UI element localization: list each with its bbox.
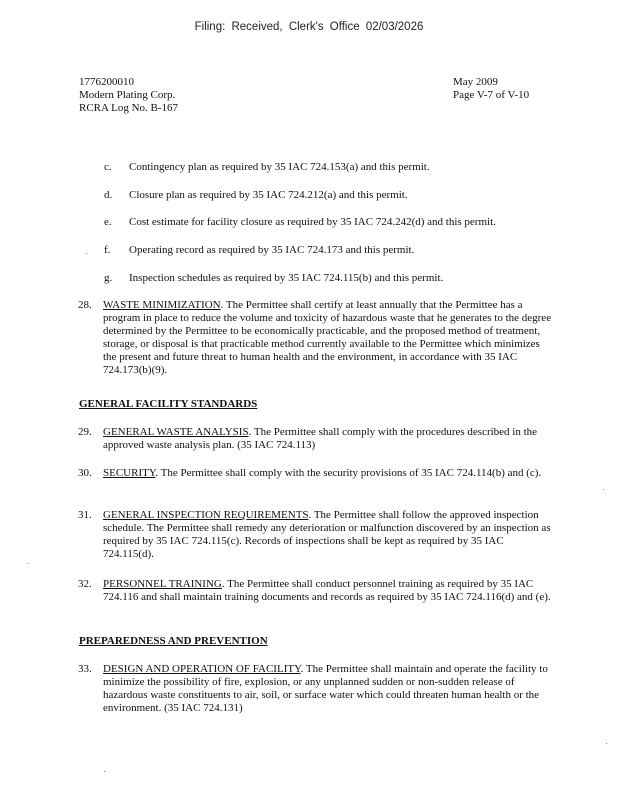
list-item-text: Operating record as required by 35 IAC 724.173 and this permit. [129, 244, 415, 256]
list-item [104, 244, 414, 257]
condition-number: 29. [78, 426, 92, 438]
condition-number: 31. [78, 509, 92, 521]
condition-text: . The Permittee shall conduct personnel training as required by 35 IAC 724.116 and shall maintain training documents and records as required by 35 IAC 724.116(d) and (e). [103, 578, 551, 603]
company-name: Modern Plating Corp. [79, 89, 176, 101]
condition-number: 32. [78, 578, 92, 590]
list-item-text: Closure plan as required by 35 IAC 724.212(a) and this permit. [129, 189, 408, 201]
condition-32 [78, 578, 555, 604]
scan-speck [603, 489, 604, 490]
filing-stamp: Filing: Received, Clerk's Office 02/03/2026 [194, 21, 424, 33]
condition-number: 28. [78, 299, 92, 311]
condition-number: 33. [78, 663, 92, 675]
condition-title: DESIGN AND OPERATION OF FACILITY [103, 663, 301, 675]
permit-number: 1776200010 [79, 76, 134, 88]
condition-title: GENERAL INSPECTION REQUIREMENTS [103, 509, 309, 521]
list-item-letter: e. [104, 216, 112, 228]
list-item [104, 272, 443, 285]
condition-29 [78, 426, 555, 452]
section-heading-preparedness-and-prevention: PREPAREDNESS AND PREVENTION [79, 635, 268, 647]
condition-title: PERSONNEL TRAINING [103, 578, 222, 590]
condition-title: GENERAL WASTE ANALYSIS [103, 426, 249, 438]
condition-number: 30. [78, 467, 92, 479]
condition-title: WASTE MINIMIZATION [103, 299, 221, 311]
list-item [104, 189, 408, 202]
condition-text: . The Permittee shall comply with the procedures described in the approved waste analysis plan. (35 IAC 724.113) [103, 426, 538, 451]
condition-title: SECURITY [103, 467, 156, 479]
list-item-text: Cost estimate for facility closure as required by 35 IAC 724.242(d) and this permit. [129, 216, 496, 228]
list-item [104, 161, 430, 174]
condition-30 [78, 467, 555, 480]
log-number: RCRA Log No. B-167 [79, 102, 179, 114]
page-number: Page V-7 of V-10 [453, 89, 530, 101]
document-date: May 2009 [453, 76, 498, 88]
list-item-letter: f. [104, 244, 111, 256]
list-item-text: Contingency plan as required by 35 IAC 724.153(a) and this permit. [129, 161, 430, 173]
condition-text: . The Permittee shall follow the approved inspection schedule. The Permittee shall remedy any deterioration or malfunction discovered by an inspection as required by 35 IAC 724.115(c). Records of inspections shall be kept as required by 35 IAC 724.115(d). [103, 509, 551, 560]
condition-text: . The Permittee shall comply with the security provisions of 35 IAC 724.114(b) and (c). [155, 467, 542, 479]
condition-31 [78, 509, 555, 561]
section-heading-general-facility-standards: GENERAL FACILITY STANDARDS [79, 398, 258, 410]
scan-speck [104, 771, 105, 772]
list-item-letter: c. [104, 161, 112, 173]
list-item [104, 216, 496, 229]
scan-speck [28, 563, 29, 564]
document-header-left [79, 76, 178, 115]
condition-28 [78, 299, 555, 377]
list-item-letter: g. [104, 272, 113, 284]
condition-33 [78, 663, 555, 715]
scan-speck [86, 253, 87, 254]
condition-text: . The Permittee shall certify at least annually that the Permittee has a program in place to reduce the volume and toxicity of hazardous waste that he generates to the degree determined by the Permittee to be economically practicable, and the proposed method of treatment, storage, or disposal is that practicable method currently available to the Permittee which minimizes the present and future threat to human health and the environment, in accordance with 35 IAC 724.173(b)(9). [103, 299, 552, 376]
document-header-right [453, 76, 529, 102]
condition-text: . The Permittee shall maintain and operate the facility to minimize the possibility of fire, explosion, or any unplanned sudden or non-sudden release of hazardous waste constituents to air, soil, or surface water which could threaten human health or the environment. (35 IAC 724.131) [103, 663, 548, 714]
list-item-letter: d. [104, 189, 113, 201]
list-item-text: Inspection schedules as required by 35 IAC 724.115(b) and this permit. [129, 272, 444, 284]
scan-speck [606, 743, 607, 744]
